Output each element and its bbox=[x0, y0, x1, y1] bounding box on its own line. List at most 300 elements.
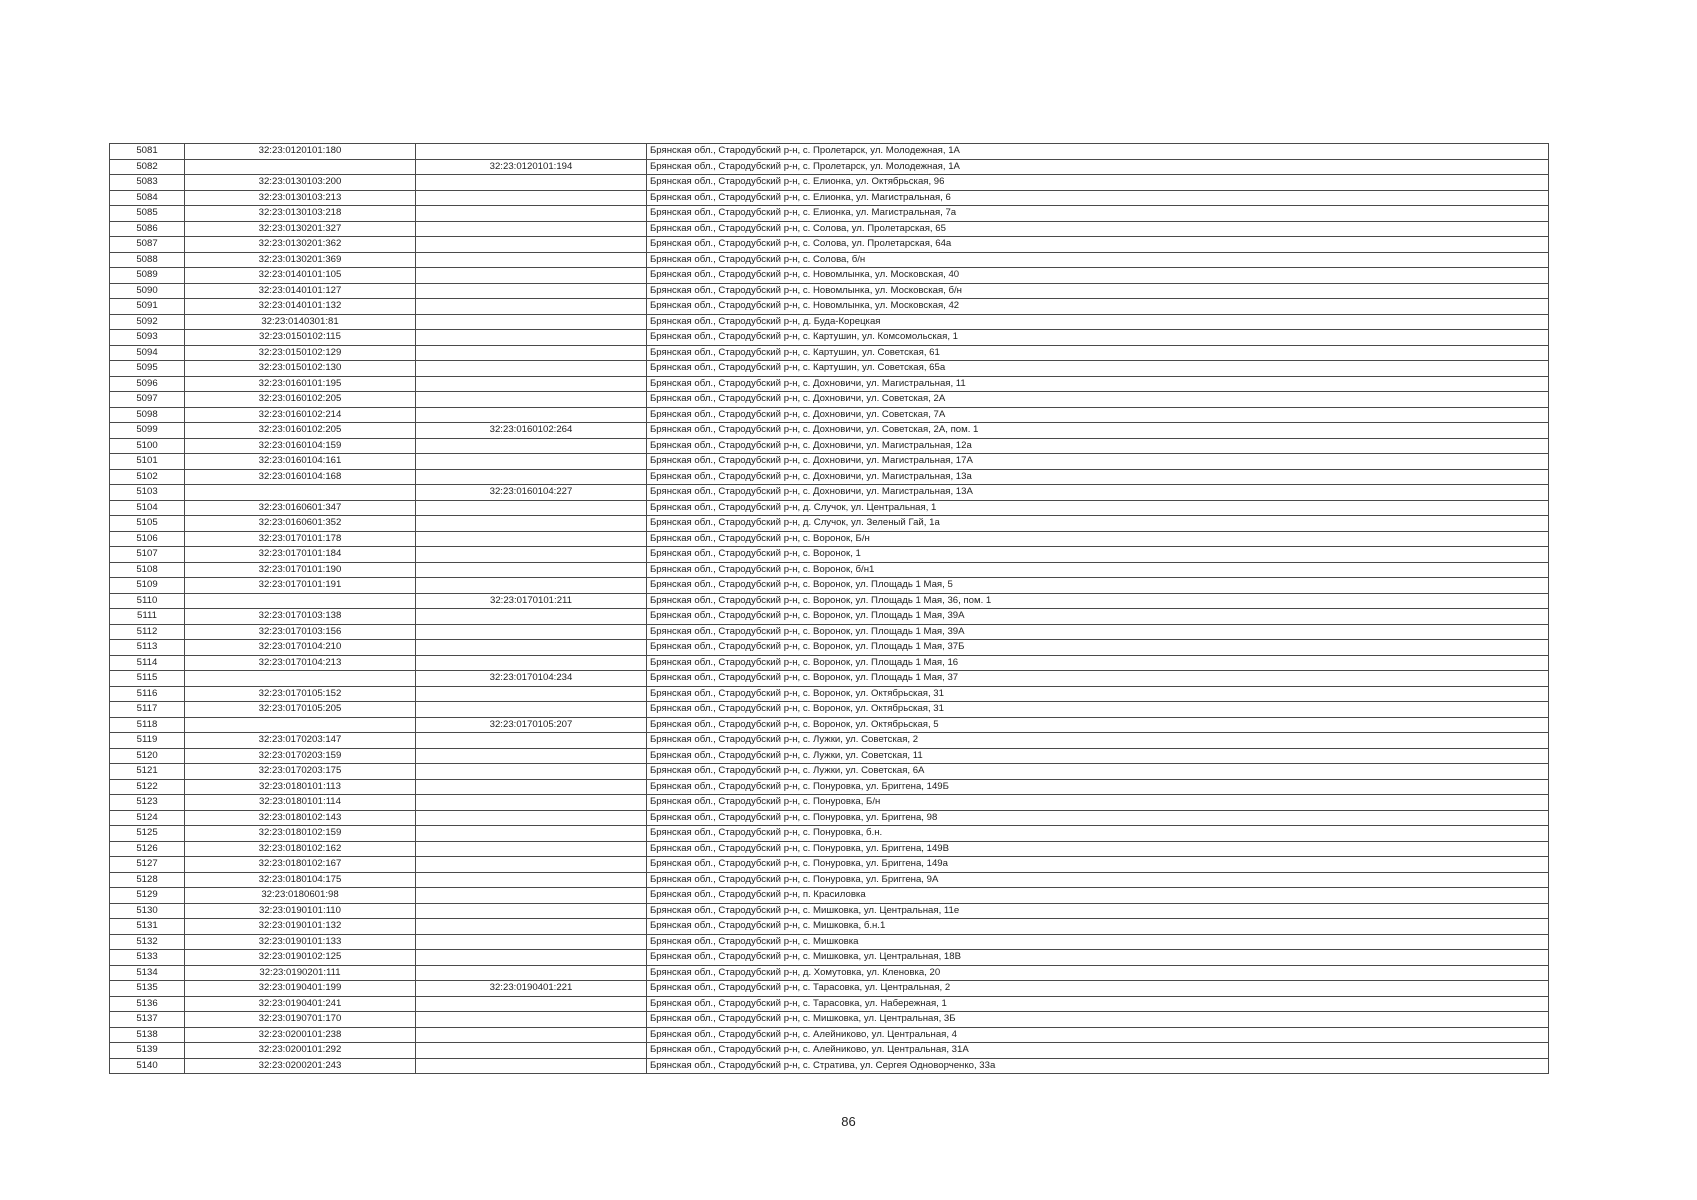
secondary-cadastral-number-cell bbox=[416, 826, 647, 842]
address-cell: Брянская обл., Стародубский р-н, с. Дохновичи, ул. Магистральная, 17А bbox=[647, 454, 1549, 470]
cadastral-number-cell: 32:23:0170101:190 bbox=[185, 562, 416, 578]
row-number-cell: 5116 bbox=[110, 686, 185, 702]
cadastral-number-cell: 32:23:0160102:214 bbox=[185, 407, 416, 423]
row-number-cell: 5102 bbox=[110, 469, 185, 485]
secondary-cadastral-number-cell bbox=[416, 407, 647, 423]
address-cell: Брянская обл., Стародубский р-н, с. Понуровка, ул. Бриггена, 149Б bbox=[647, 779, 1549, 795]
secondary-cadastral-number-cell: 32:23:0160104:227 bbox=[416, 485, 647, 501]
table-row bbox=[110, 221, 1549, 237]
address-cell: Брянская обл., Стародубский р-н, с. Дохновичи, ул. Советская, 7А bbox=[647, 407, 1549, 423]
address-cell: Брянская обл., Стародубский р-н, д. Случок, ул. Зеленый Гай, 1а bbox=[647, 516, 1549, 532]
secondary-cadastral-number-cell bbox=[416, 1058, 647, 1074]
row-number-cell: 5101 bbox=[110, 454, 185, 470]
cadastral-number-cell: 32:23:0130201:369 bbox=[185, 252, 416, 268]
table-row bbox=[110, 795, 1549, 811]
cadastral-number-cell bbox=[185, 485, 416, 501]
table-row bbox=[110, 206, 1549, 222]
cadastral-number-cell: 32:23:0160601:352 bbox=[185, 516, 416, 532]
cadastral-number-cell: 32:23:0180101:113 bbox=[185, 779, 416, 795]
address-cell: Брянская обл., Стародубский р-н, с. Алейниково, ул. Центральная, 4 bbox=[647, 1027, 1549, 1043]
cadastral-number-cell: 32:23:0170203:147 bbox=[185, 733, 416, 749]
secondary-cadastral-number-cell bbox=[416, 361, 647, 377]
address-cell: Брянская обл., Стародубский р-н, с. Воронок, ул. Площадь 1 Мая, 39А bbox=[647, 624, 1549, 640]
row-number-cell: 5111 bbox=[110, 609, 185, 625]
table-row bbox=[110, 1027, 1549, 1043]
table-row bbox=[110, 361, 1549, 377]
address-cell: Брянская обл., Стародубский р-н, с. Понуровка, ул. Бриггена, 149В bbox=[647, 841, 1549, 857]
row-number-cell: 5110 bbox=[110, 593, 185, 609]
cadastral-number-cell bbox=[185, 671, 416, 687]
secondary-cadastral-number-cell: 32:23:0160102:264 bbox=[416, 423, 647, 439]
secondary-cadastral-number-cell bbox=[416, 919, 647, 935]
page-number: 86 bbox=[841, 1114, 856, 1129]
table-row bbox=[110, 407, 1549, 423]
address-cell: Брянская обл., Стародубский р-н, с. Воронок, 1 bbox=[647, 547, 1549, 563]
address-cell: Брянская обл., Стародубский р-н, с. Лужки, ул. Советская, 2 bbox=[647, 733, 1549, 749]
secondary-cadastral-number-cell bbox=[416, 748, 647, 764]
address-cell: Брянская обл., Стародубский р-н, с. Новомлынка, ул. Московская, б/н bbox=[647, 283, 1549, 299]
cadastral-number-cell: 32:23:0150102:130 bbox=[185, 361, 416, 377]
cadastral-number-cell: 32:23:0180104:175 bbox=[185, 872, 416, 888]
cadastral-number-cell: 32:23:0170104:210 bbox=[185, 640, 416, 656]
address-cell: Брянская обл., Стародубский р-н, с. Понуровка, ул. Бриггена, 98 bbox=[647, 810, 1549, 826]
table-row bbox=[110, 376, 1549, 392]
address-cell: Брянская обл., Стародубский р-н, с. Понуровка, б.н. bbox=[647, 826, 1549, 842]
row-number-cell: 5094 bbox=[110, 345, 185, 361]
secondary-cadastral-number-cell: 32:23:0120101:194 bbox=[416, 159, 647, 175]
table-row bbox=[110, 950, 1549, 966]
table-row bbox=[110, 454, 1549, 470]
cadastral-number-cell: 32:23:0160102:205 bbox=[185, 423, 416, 439]
address-cell: Брянская обл., Стародубский р-н, с. Мишковка, ул. Центральная, 11е bbox=[647, 903, 1549, 919]
row-number-cell: 5090 bbox=[110, 283, 185, 299]
cadastral-number-cell: 32:23:0130103:213 bbox=[185, 190, 416, 206]
secondary-cadastral-number-cell bbox=[416, 810, 647, 826]
cadastral-number-cell: 32:23:0130201:327 bbox=[185, 221, 416, 237]
secondary-cadastral-number-cell bbox=[416, 330, 647, 346]
cadastral-number-cell: 32:23:0160104:168 bbox=[185, 469, 416, 485]
row-number-cell: 5108 bbox=[110, 562, 185, 578]
cadastral-number-cell: 32:23:0170103:156 bbox=[185, 624, 416, 640]
row-number-cell: 5106 bbox=[110, 531, 185, 547]
secondary-cadastral-number-cell bbox=[416, 624, 647, 640]
row-number-cell: 5103 bbox=[110, 485, 185, 501]
table-row bbox=[110, 686, 1549, 702]
secondary-cadastral-number-cell bbox=[416, 562, 647, 578]
secondary-cadastral-number-cell bbox=[416, 1027, 647, 1043]
cadastral-number-cell: 32:23:0190201:111 bbox=[185, 965, 416, 981]
table-row bbox=[110, 841, 1549, 857]
cadastral-number-cell: 32:23:0180102:159 bbox=[185, 826, 416, 842]
cadastral-number-cell: 32:23:0170101:184 bbox=[185, 547, 416, 563]
cadastral-number-cell: 32:23:0140101:127 bbox=[185, 283, 416, 299]
address-cell: Брянская обл., Стародубский р-н, д. Случок, ул. Центральная, 1 bbox=[647, 500, 1549, 516]
row-number-cell: 5105 bbox=[110, 516, 185, 532]
cadastral-number-cell bbox=[185, 159, 416, 175]
table-row bbox=[110, 578, 1549, 594]
secondary-cadastral-number-cell bbox=[416, 516, 647, 532]
row-number-cell: 5099 bbox=[110, 423, 185, 439]
cadastral-number-cell: 32:23:0170203:175 bbox=[185, 764, 416, 780]
table-row bbox=[110, 531, 1549, 547]
row-number-cell: 5115 bbox=[110, 671, 185, 687]
address-cell: Брянская обл., Стародубский р-н, с. Новомлынка, ул. Московская, 40 bbox=[647, 268, 1549, 284]
cadastral-number-cell: 32:23:0160101:195 bbox=[185, 376, 416, 392]
table-row bbox=[110, 159, 1549, 175]
cadastral-number-cell: 32:23:0190401:241 bbox=[185, 996, 416, 1012]
table-row bbox=[110, 175, 1549, 191]
row-number-cell: 5137 bbox=[110, 1012, 185, 1028]
secondary-cadastral-number-cell bbox=[416, 686, 647, 702]
table-row bbox=[110, 547, 1549, 563]
address-cell: Брянская обл., Стародубский р-н, с. Мишковка, ул. Центральная, 18В bbox=[647, 950, 1549, 966]
row-number-cell: 5139 bbox=[110, 1043, 185, 1059]
table-row bbox=[110, 283, 1549, 299]
table-row bbox=[110, 702, 1549, 718]
secondary-cadastral-number-cell: 32:23:0170101:211 bbox=[416, 593, 647, 609]
row-number-cell: 5112 bbox=[110, 624, 185, 640]
address-cell: Брянская обл., Стародубский р-н, с. Воронок, б/н1 bbox=[647, 562, 1549, 578]
row-number-cell: 5134 bbox=[110, 965, 185, 981]
cadastral-number-cell: 32:23:0130103:218 bbox=[185, 206, 416, 222]
address-cell: Брянская обл., Стародубский р-н, с. Дохновичи, ул. Советская, 2А, пом. 1 bbox=[647, 423, 1549, 439]
table-row bbox=[110, 392, 1549, 408]
cadastral-number-cell: 32:23:0160104:161 bbox=[185, 454, 416, 470]
address-cell: Брянская обл., Стародубский р-н, с. Картушин, ул. Советская, 65а bbox=[647, 361, 1549, 377]
row-number-cell: 5083 bbox=[110, 175, 185, 191]
table-row bbox=[110, 252, 1549, 268]
address-cell: Брянская обл., Стародубский р-н, с. Воронок, ул. Октябрьская, 5 bbox=[647, 717, 1549, 733]
cadastral-number-cell: 32:23:0180102:143 bbox=[185, 810, 416, 826]
secondary-cadastral-number-cell bbox=[416, 655, 647, 671]
address-cell: Брянская обл., Стародубский р-н, с. Воронок, ул. Октябрьская, 31 bbox=[647, 702, 1549, 718]
secondary-cadastral-number-cell bbox=[416, 252, 647, 268]
address-cell: Брянская обл., Стародубский р-н, с. Стратива, ул. Сергея Одноворченко, 33а bbox=[647, 1058, 1549, 1074]
secondary-cadastral-number-cell bbox=[416, 376, 647, 392]
address-cell: Брянская обл., Стародубский р-н, с. Картушин, ул. Комсомольская, 1 bbox=[647, 330, 1549, 346]
cadastral-number-cell: 32:23:0160601:347 bbox=[185, 500, 416, 516]
row-number-cell: 5092 bbox=[110, 314, 185, 330]
address-cell: Брянская обл., Стародубский р-н, с. Алейниково, ул. Центральная, 31А bbox=[647, 1043, 1549, 1059]
table-row bbox=[110, 981, 1549, 997]
address-cell: Брянская обл., Стародубский р-н, с. Тарасовка, ул. Центральная, 2 bbox=[647, 981, 1549, 997]
secondary-cadastral-number-cell bbox=[416, 702, 647, 718]
row-number-cell: 5126 bbox=[110, 841, 185, 857]
table-row bbox=[110, 1043, 1549, 1059]
table-row bbox=[110, 345, 1549, 361]
cadastral-number-cell: 32:23:0140101:132 bbox=[185, 299, 416, 315]
table-row bbox=[110, 779, 1549, 795]
row-number-cell: 5138 bbox=[110, 1027, 185, 1043]
table-row bbox=[110, 733, 1549, 749]
address-cell: Брянская обл., Стародубский р-н, с. Пролетарск, ул. Молодежная, 1А bbox=[647, 159, 1549, 175]
table-row bbox=[110, 423, 1549, 439]
address-cell: Брянская обл., Стародубский р-н, с. Мишковка, б.н.1 bbox=[647, 919, 1549, 935]
table-row bbox=[110, 965, 1549, 981]
row-number-cell: 5109 bbox=[110, 578, 185, 594]
address-cell: Брянская обл., Стародубский р-н, с. Солова, б/н bbox=[647, 252, 1549, 268]
secondary-cadastral-number-cell bbox=[416, 1012, 647, 1028]
secondary-cadastral-number-cell bbox=[416, 640, 647, 656]
secondary-cadastral-number-cell bbox=[416, 345, 647, 361]
row-number-cell: 5091 bbox=[110, 299, 185, 315]
address-cell: Брянская обл., Стародубский р-н, с. Понуровка, Б/н bbox=[647, 795, 1549, 811]
table-row bbox=[110, 593, 1549, 609]
table-row bbox=[110, 314, 1549, 330]
table-row bbox=[110, 1012, 1549, 1028]
address-cell: Брянская обл., Стародубский р-н, с. Воронок, ул. Площадь 1 Мая, 16 bbox=[647, 655, 1549, 671]
cadastral-number-cell: 32:23:0180601:98 bbox=[185, 888, 416, 904]
cadastral-number-cell: 32:23:0140101:105 bbox=[185, 268, 416, 284]
table-row bbox=[110, 919, 1549, 935]
row-number-cell: 5087 bbox=[110, 237, 185, 253]
secondary-cadastral-number-cell bbox=[416, 206, 647, 222]
table-row bbox=[110, 903, 1549, 919]
cadastral-number-cell: 32:23:0120101:180 bbox=[185, 144, 416, 160]
row-number-cell: 5130 bbox=[110, 903, 185, 919]
table-row bbox=[110, 562, 1549, 578]
table-row bbox=[110, 485, 1549, 501]
row-number-cell: 5093 bbox=[110, 330, 185, 346]
cadastral-number-cell: 32:23:0200101:292 bbox=[185, 1043, 416, 1059]
secondary-cadastral-number-cell bbox=[416, 609, 647, 625]
address-cell: Брянская обл., Стародубский р-н, с. Новомлынка, ул. Московская, 42 bbox=[647, 299, 1549, 315]
row-number-cell: 5088 bbox=[110, 252, 185, 268]
row-number-cell: 5129 bbox=[110, 888, 185, 904]
cadastral-number-cell: 32:23:0170103:138 bbox=[185, 609, 416, 625]
address-cell: Брянская обл., Стародубский р-н, с. Дохновичи, ул. Советская, 2А bbox=[647, 392, 1549, 408]
secondary-cadastral-number-cell bbox=[416, 764, 647, 780]
address-cell: Брянская обл., Стародубский р-н, с. Лужки, ул. Советская, 6А bbox=[647, 764, 1549, 780]
cadastral-number-cell bbox=[185, 717, 416, 733]
secondary-cadastral-number-cell bbox=[416, 469, 647, 485]
property-registry-table bbox=[109, 143, 1549, 1074]
address-cell: Брянская обл., Стародубский р-н, с. Солова, ул. Пролетарская, 64а bbox=[647, 237, 1549, 253]
secondary-cadastral-number-cell bbox=[416, 779, 647, 795]
address-cell: Брянская обл., Стародубский р-н, с. Воронок, Б/н bbox=[647, 531, 1549, 547]
row-number-cell: 5123 bbox=[110, 795, 185, 811]
address-cell: Брянская обл., Стародубский р-н, с. Лужки, ул. Советская, 11 bbox=[647, 748, 1549, 764]
cadastral-number-cell: 32:23:0190102:125 bbox=[185, 950, 416, 966]
row-number-cell: 5114 bbox=[110, 655, 185, 671]
secondary-cadastral-number-cell bbox=[416, 903, 647, 919]
table-row bbox=[110, 469, 1549, 485]
secondary-cadastral-number-cell bbox=[416, 841, 647, 857]
secondary-cadastral-number-cell: 32:23:0170105:207 bbox=[416, 717, 647, 733]
cadastral-number-cell: 32:23:0180102:162 bbox=[185, 841, 416, 857]
cadastral-number-cell: 32:23:0170203:159 bbox=[185, 748, 416, 764]
row-number-cell: 5119 bbox=[110, 733, 185, 749]
secondary-cadastral-number-cell bbox=[416, 190, 647, 206]
row-number-cell: 5117 bbox=[110, 702, 185, 718]
address-cell: Брянская обл., Стародубский р-н, с. Воронок, ул. Площадь 1 Мая, 36, пом. 1 bbox=[647, 593, 1549, 609]
address-cell: Брянская обл., Стародубский р-н, с. Елионка, ул. Магистральная, 6 bbox=[647, 190, 1549, 206]
row-number-cell: 5086 bbox=[110, 221, 185, 237]
cadastral-number-cell: 32:23:0190401:199 bbox=[185, 981, 416, 997]
cadastral-number-cell: 32:23:0200201:243 bbox=[185, 1058, 416, 1074]
address-cell: Брянская обл., Стародубский р-н, с. Воронок, ул. Площадь 1 Мая, 37 bbox=[647, 671, 1549, 687]
address-cell: Брянская обл., Стародубский р-н, с. Пролетарск, ул. Молодежная, 1А bbox=[647, 144, 1549, 160]
secondary-cadastral-number-cell bbox=[416, 733, 647, 749]
cadastral-number-cell: 32:23:0200101:238 bbox=[185, 1027, 416, 1043]
row-number-cell: 5125 bbox=[110, 826, 185, 842]
address-cell: Брянская обл., Стародубский р-н, с. Понуровка, ул. Бриггена, 9А bbox=[647, 872, 1549, 888]
row-number-cell: 5121 bbox=[110, 764, 185, 780]
cadastral-number-cell: 32:23:0190701:170 bbox=[185, 1012, 416, 1028]
secondary-cadastral-number-cell bbox=[416, 888, 647, 904]
secondary-cadastral-number-cell bbox=[416, 872, 647, 888]
row-number-cell: 5104 bbox=[110, 500, 185, 516]
secondary-cadastral-number-cell bbox=[416, 857, 647, 873]
table-row bbox=[110, 872, 1549, 888]
address-cell: Брянская обл., Стародубский р-н, с. Понуровка, ул. Бриггена, 149а bbox=[647, 857, 1549, 873]
cadastral-number-cell: 32:23:0140301:81 bbox=[185, 314, 416, 330]
secondary-cadastral-number-cell bbox=[416, 438, 647, 454]
secondary-cadastral-number-cell bbox=[416, 500, 647, 516]
address-cell: Брянская обл., Стародубский р-н, с. Дохновичи, ул. Магистральная, 11 bbox=[647, 376, 1549, 392]
secondary-cadastral-number-cell bbox=[416, 996, 647, 1012]
address-cell: Брянская обл., Стародубский р-н, с. Воронок, ул. Октябрьская, 31 bbox=[647, 686, 1549, 702]
table-row bbox=[110, 934, 1549, 950]
row-number-cell: 5127 bbox=[110, 857, 185, 873]
table-row bbox=[110, 268, 1549, 284]
secondary-cadastral-number-cell bbox=[416, 237, 647, 253]
table-row bbox=[110, 857, 1549, 873]
secondary-cadastral-number-cell bbox=[416, 934, 647, 950]
address-cell: Брянская обл., Стародубский р-н, с. Тарасовка, ул. Набережная, 1 bbox=[647, 996, 1549, 1012]
table-row bbox=[110, 299, 1549, 315]
row-number-cell: 5107 bbox=[110, 547, 185, 563]
secondary-cadastral-number-cell bbox=[416, 268, 647, 284]
address-cell: Брянская обл., Стародубский р-н, с. Картушин, ул. Советская, 61 bbox=[647, 345, 1549, 361]
secondary-cadastral-number-cell bbox=[416, 283, 647, 299]
address-cell: Брянская обл., Стародубский р-н, с. Елионка, ул. Октябрьская, 96 bbox=[647, 175, 1549, 191]
secondary-cadastral-number-cell bbox=[416, 454, 647, 470]
address-cell: Брянская обл., Стародубский р-н, с. Елионка, ул. Магистральная, 7а bbox=[647, 206, 1549, 222]
table-row bbox=[110, 190, 1549, 206]
table-row bbox=[110, 438, 1549, 454]
row-number-cell: 5133 bbox=[110, 950, 185, 966]
address-cell: Брянская обл., Стародубский р-н, с. Воронок, ул. Площадь 1 Мая, 37Б bbox=[647, 640, 1549, 656]
table-row bbox=[110, 237, 1549, 253]
cadastral-number-cell: 32:23:0170101:178 bbox=[185, 531, 416, 547]
cadastral-number-cell: 32:23:0130103:200 bbox=[185, 175, 416, 191]
row-number-cell: 5096 bbox=[110, 376, 185, 392]
row-number-cell: 5084 bbox=[110, 190, 185, 206]
address-cell: Брянская обл., Стародубский р-н, с. Дохновичи, ул. Магистральная, 13А bbox=[647, 485, 1549, 501]
row-number-cell: 5131 bbox=[110, 919, 185, 935]
table-row bbox=[110, 640, 1549, 656]
table-row bbox=[110, 144, 1549, 160]
cadastral-number-cell: 32:23:0170105:152 bbox=[185, 686, 416, 702]
secondary-cadastral-number-cell bbox=[416, 965, 647, 981]
row-number-cell: 5128 bbox=[110, 872, 185, 888]
cadastral-number-cell: 32:23:0150102:129 bbox=[185, 345, 416, 361]
secondary-cadastral-number-cell bbox=[416, 531, 647, 547]
row-number-cell: 5124 bbox=[110, 810, 185, 826]
cadastral-number-cell bbox=[185, 593, 416, 609]
address-cell: Брянская обл., Стародубский р-н, с. Мишковка, ул. Центральная, 3Б bbox=[647, 1012, 1549, 1028]
row-number-cell: 5082 bbox=[110, 159, 185, 175]
address-cell: Брянская обл., Стародубский р-н, д. Хомутовка, ул. Кленовка, 20 bbox=[647, 965, 1549, 981]
row-number-cell: 5089 bbox=[110, 268, 185, 284]
row-number-cell: 5081 bbox=[110, 144, 185, 160]
secondary-cadastral-number-cell bbox=[416, 175, 647, 191]
row-number-cell: 5097 bbox=[110, 392, 185, 408]
secondary-cadastral-number-cell bbox=[416, 547, 647, 563]
cadastral-number-cell: 32:23:0170101:191 bbox=[185, 578, 416, 594]
address-cell: Брянская обл., Стародубский р-н, п. Красиловка bbox=[647, 888, 1549, 904]
secondary-cadastral-number-cell bbox=[416, 1043, 647, 1059]
row-number-cell: 5136 bbox=[110, 996, 185, 1012]
table-row bbox=[110, 609, 1549, 625]
address-cell: Брянская обл., Стародубский р-н, с. Дохновичи, ул. Магистральная, 12а bbox=[647, 438, 1549, 454]
cadastral-number-cell: 32:23:0170104:213 bbox=[185, 655, 416, 671]
address-cell: Брянская обл., Стародубский р-н, с. Солова, ул. Пролетарская, 65 bbox=[647, 221, 1549, 237]
secondary-cadastral-number-cell: 32:23:0170104:234 bbox=[416, 671, 647, 687]
row-number-cell: 5100 bbox=[110, 438, 185, 454]
address-cell: Брянская обл., Стародубский р-н, с. Мишковка bbox=[647, 934, 1549, 950]
row-number-cell: 5132 bbox=[110, 934, 185, 950]
table-row bbox=[110, 500, 1549, 516]
address-cell: Брянская обл., Стародубский р-н, с. Воронок, ул. Площадь 1 Мая, 5 bbox=[647, 578, 1549, 594]
table-row bbox=[110, 748, 1549, 764]
table-row bbox=[110, 516, 1549, 532]
secondary-cadastral-number-cell bbox=[416, 795, 647, 811]
table-row bbox=[110, 330, 1549, 346]
row-number-cell: 5120 bbox=[110, 748, 185, 764]
table-row bbox=[110, 624, 1549, 640]
table-row bbox=[110, 655, 1549, 671]
table-row bbox=[110, 996, 1549, 1012]
registry-table-body bbox=[110, 144, 1549, 1074]
table-row bbox=[110, 888, 1549, 904]
secondary-cadastral-number-cell bbox=[416, 314, 647, 330]
row-number-cell: 5098 bbox=[110, 407, 185, 423]
table-row bbox=[110, 1058, 1549, 1074]
address-cell: Брянская обл., Стародубский р-н, с. Воронок, ул. Площадь 1 Мая, 39А bbox=[647, 609, 1549, 625]
row-number-cell: 5140 bbox=[110, 1058, 185, 1074]
row-number-cell: 5113 bbox=[110, 640, 185, 656]
cadastral-number-cell: 32:23:0150102:115 bbox=[185, 330, 416, 346]
row-number-cell: 5095 bbox=[110, 361, 185, 377]
table-row bbox=[110, 810, 1549, 826]
row-number-cell: 5118 bbox=[110, 717, 185, 733]
secondary-cadastral-number-cell bbox=[416, 144, 647, 160]
row-number-cell: 5135 bbox=[110, 981, 185, 997]
address-cell: Брянская обл., Стародубский р-н, с. Дохновичи, ул. Магистральная, 13а bbox=[647, 469, 1549, 485]
row-number-cell: 5085 bbox=[110, 206, 185, 222]
cadastral-number-cell: 32:23:0190101:132 bbox=[185, 919, 416, 935]
cadastral-number-cell: 32:23:0190101:133 bbox=[185, 934, 416, 950]
cadastral-number-cell: 32:23:0180101:114 bbox=[185, 795, 416, 811]
secondary-cadastral-number-cell bbox=[416, 950, 647, 966]
secondary-cadastral-number-cell bbox=[416, 578, 647, 594]
cadastral-number-cell: 32:23:0160102:205 bbox=[185, 392, 416, 408]
secondary-cadastral-number-cell bbox=[416, 299, 647, 315]
cadastral-number-cell: 32:23:0190101:110 bbox=[185, 903, 416, 919]
row-number-cell: 5122 bbox=[110, 779, 185, 795]
cadastral-number-cell: 32:23:0160104:159 bbox=[185, 438, 416, 454]
table-row bbox=[110, 671, 1549, 687]
table-row bbox=[110, 764, 1549, 780]
cadastral-number-cell: 32:23:0130201:362 bbox=[185, 237, 416, 253]
secondary-cadastral-number-cell: 32:23:0190401:221 bbox=[416, 981, 647, 997]
cadastral-number-cell: 32:23:0180102:167 bbox=[185, 857, 416, 873]
secondary-cadastral-number-cell bbox=[416, 221, 647, 237]
address-cell: Брянская обл., Стародубский р-н, д. Буда-Корецкая bbox=[647, 314, 1549, 330]
cadastral-number-cell: 32:23:0170105:205 bbox=[185, 702, 416, 718]
